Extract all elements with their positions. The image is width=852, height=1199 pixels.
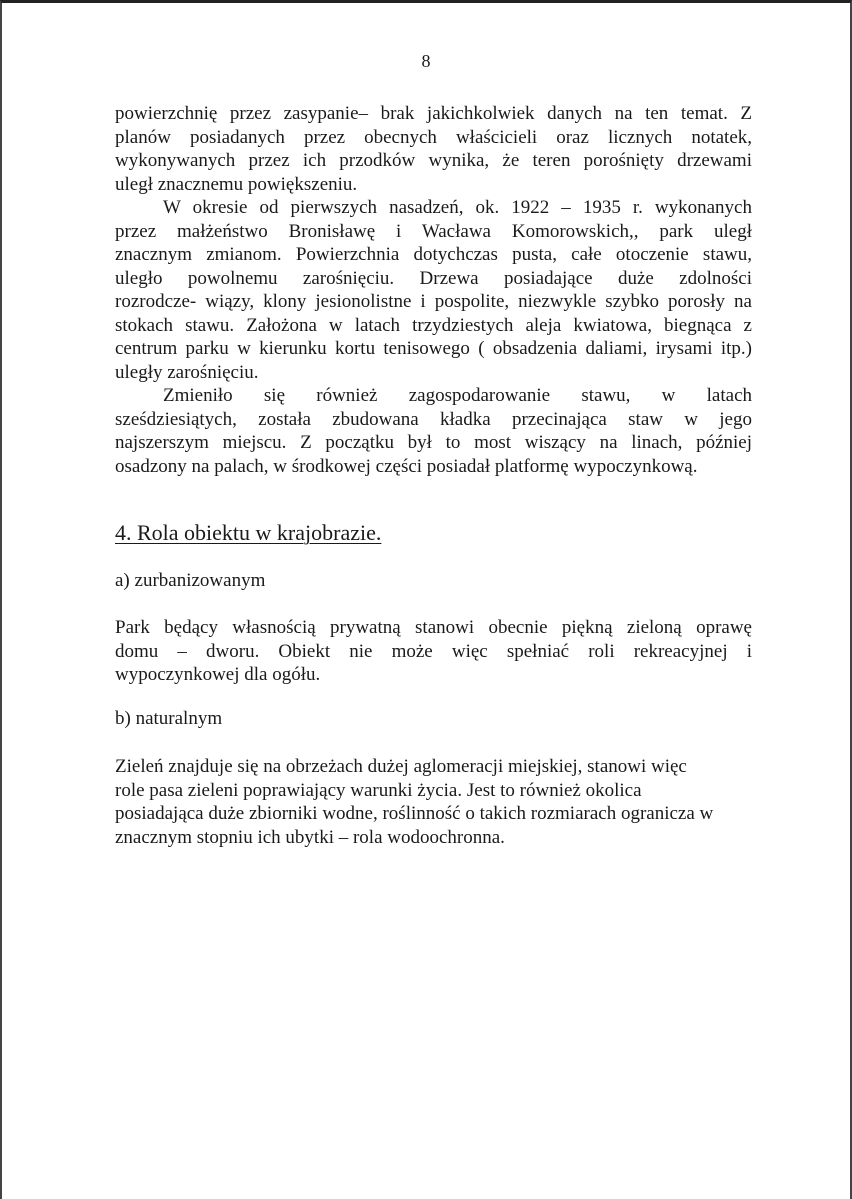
text-line: znacznym stopniu ich ubytki – rola wodoochronna. (115, 826, 505, 848)
text-line: znacznym zmianom. Powierzchnia dotychczas pusta, całe otoczenie stawu, (115, 244, 752, 265)
text-line: W okresie od pierwszych nasadzeń, ok. 1922 – 1935 r. wykonanych (163, 197, 752, 218)
text-line: Zmieniło się również zagospodarowanie stawu, w latach (163, 385, 752, 406)
paragraph-1 (115, 102, 752, 196)
paragraph-2 (115, 196, 752, 384)
subheading-a: a) zurbanizowanym (115, 570, 266, 591)
text-line: rozrodcze- wiązy, klony jesionolistne i pospolite, niezwykle szybko porosły na (115, 291, 752, 312)
text-line: uległo powolnemu zarośnięciu. Drzewa posiadające duże zdolności (115, 267, 752, 289)
text-line: role pasa zieleni poprawiający warunki życia. Jest to również okolica (115, 779, 642, 801)
text-line: uległy zarośnięciu. (115, 361, 259, 383)
text-line: centrum parku w kierunku kortu tenisowego ( obsadzenia daliami, irysami itp.) (115, 338, 752, 359)
text-line: Zieleń znajduje się na obrzeżach dużej aglomeracji miejskiej, stanowi więc (115, 756, 687, 777)
text-line: stokach stawu. Założona w latach trzydziestych aleja kwiatowa, biegnąca z (115, 314, 752, 336)
text-line: Park będący własnością prywatną stanowi obecnie piękną zieloną oprawę (115, 617, 752, 638)
text-line: domu – dworu. Obiekt nie może więc spełniać roli rekreacyjnej i (115, 640, 752, 662)
text-line: posiadająca duże zbiorniki wodne, roślinność o takich rozmiarach ogranicza w (115, 803, 714, 824)
subheading-b: b) naturalnym (115, 708, 223, 729)
page-number: 8 (421, 51, 431, 71)
paragraph-3 (115, 384, 752, 478)
text-line: uległ znacznemu powiększeniu. (115, 173, 358, 195)
paragraph-natural (115, 755, 752, 849)
text-line: powierzchnię przez zasypanie– brak jakichkolwiek danych na ten temat. Z (115, 103, 752, 124)
body-text (115, 102, 752, 478)
text-line: wykonywanych przez ich przodków wynika, że teren porośnięty drzewami (115, 150, 752, 171)
text-line: przez małżeństwo Bronisławę i Wacława Komorowskich,, park uległ (115, 220, 752, 242)
paragraph-urban (115, 616, 752, 687)
text-line: osadzony na palach, w środkowej części posiadał platformę wypoczynkową. (115, 455, 698, 477)
text-line: najszerszym miejscu. Z początku był to most wiszący na linach, później (115, 432, 752, 453)
section-heading: 4. Rola obiektu w krajobrazie. (115, 520, 382, 545)
text-line: planów posiadanych przez obecnych właścicieli oraz licznych notatek, (115, 126, 752, 148)
text-line: sześdziesiątych, została zbudowana kładka przecinająca staw w jego (115, 408, 752, 430)
text-line: wypoczynkowej dla ogółu. (115, 664, 321, 685)
